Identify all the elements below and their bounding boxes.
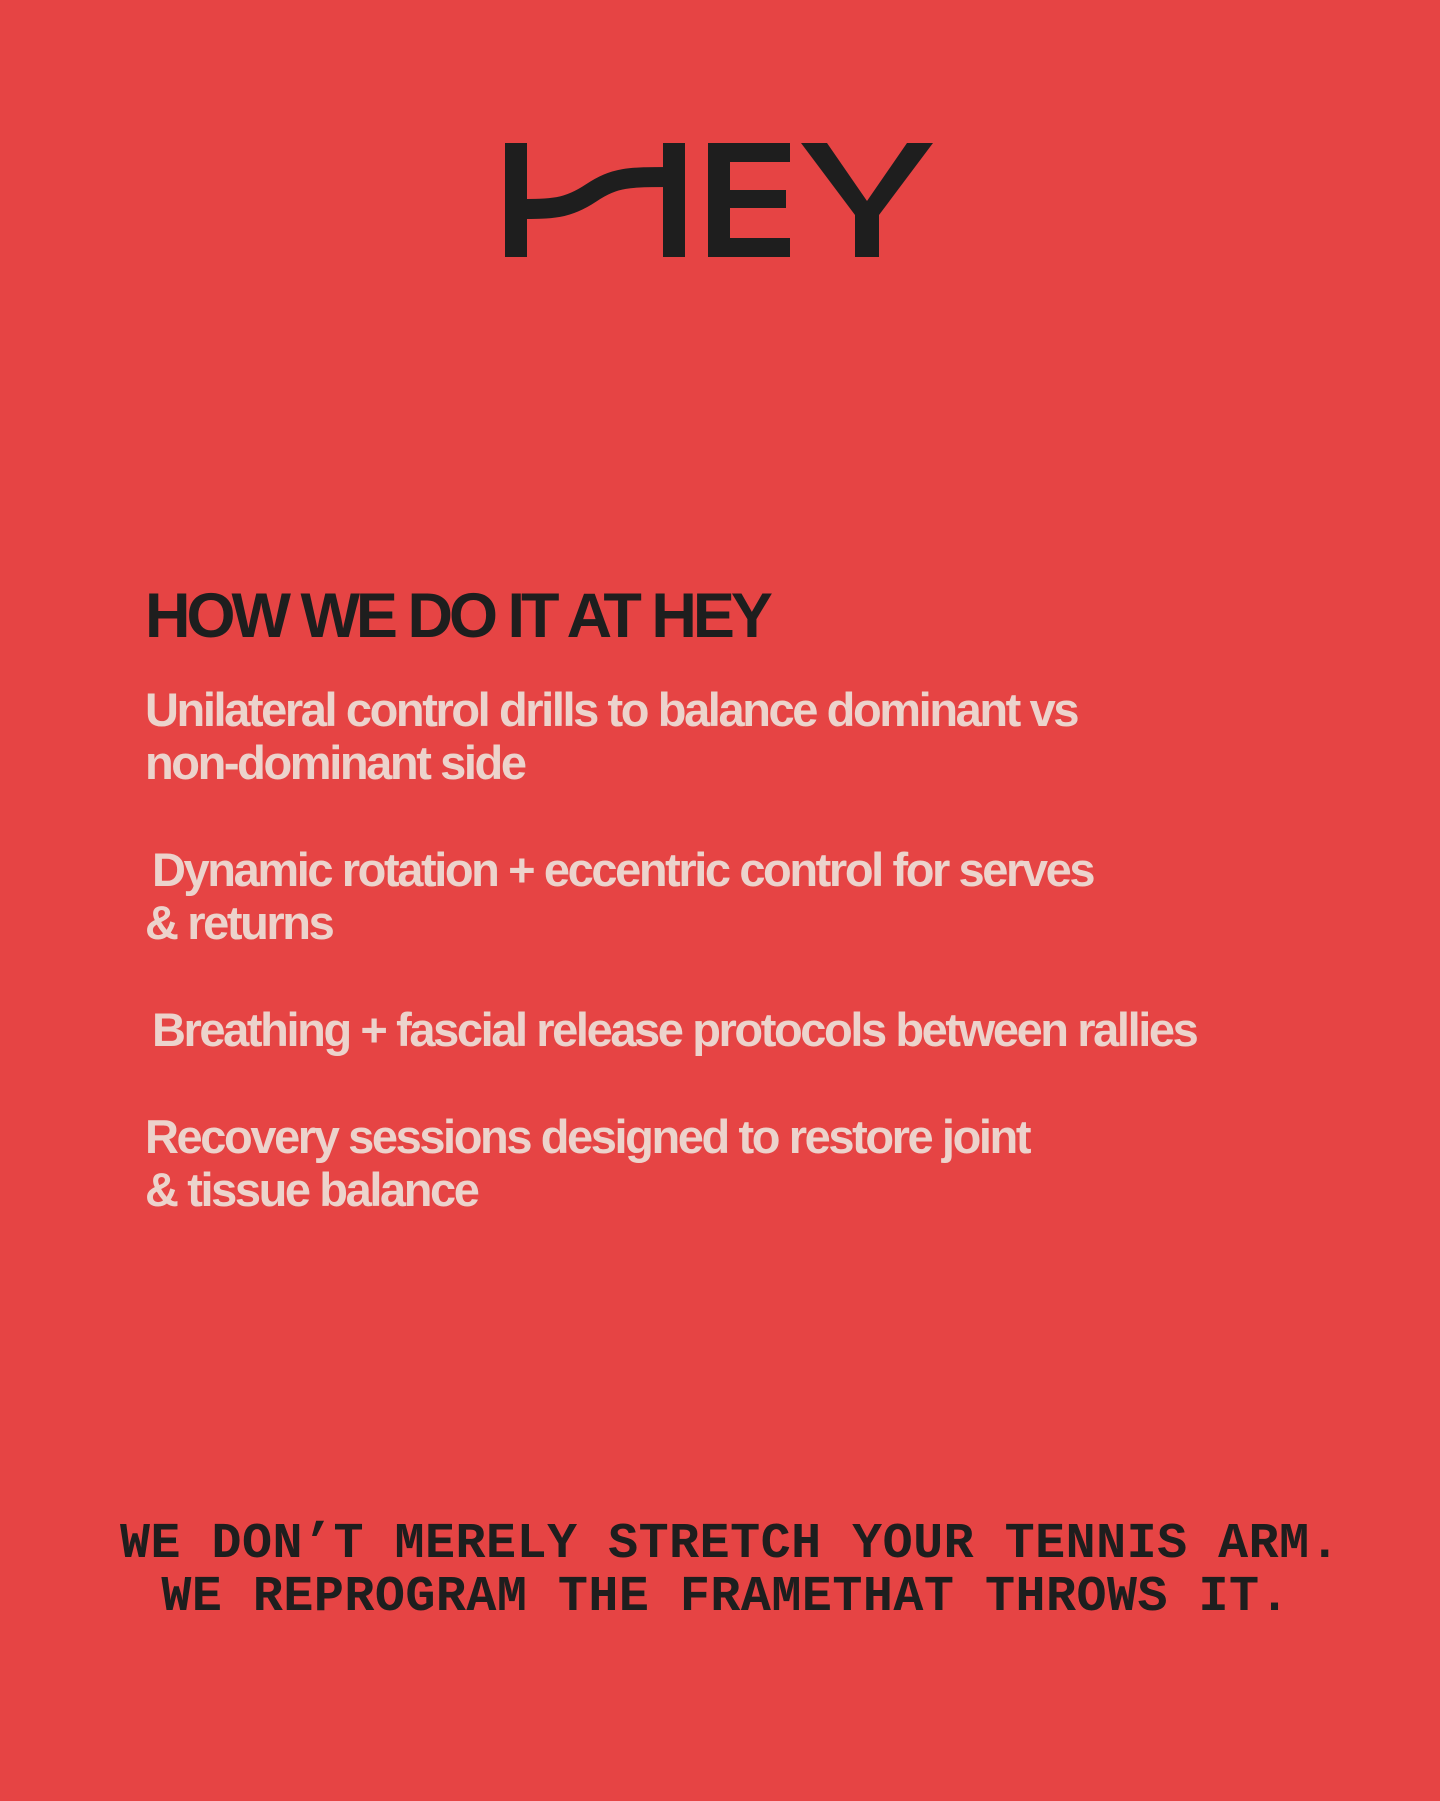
- tagline-line-2: WE REPROGRAM THE FRAMETHAT THROWS IT.: [161, 1569, 1290, 1626]
- method-item-line: & tissue balance: [145, 1163, 478, 1216]
- method-item: [152, 1003, 1196, 1056]
- hey-logo: [505, 143, 933, 257]
- method-item: [145, 1110, 1029, 1216]
- method-item-line: non-dominant side: [145, 736, 525, 789]
- method-item: [145, 843, 1094, 949]
- method-item-line: Breathing + fascial release protocols between rallies: [152, 1003, 1197, 1056]
- hey-logo-icon: [505, 143, 933, 257]
- method-item-line: & returns: [145, 896, 333, 949]
- method-item: [145, 683, 1077, 789]
- method-item-line: Dynamic rotation + eccentric control for serves: [152, 843, 1094, 896]
- tagline-line-1: WE DON’T MERELY STRETCH YOUR TENNIS ARM.: [120, 1516, 1341, 1573]
- section-heading: HOW WE DO IT AT HEY: [145, 581, 769, 651]
- method-item-line: Unilateral control drills to balance dominant vs: [145, 683, 1078, 736]
- method-item-line: Recovery sessions designed to restore joint: [145, 1110, 1030, 1163]
